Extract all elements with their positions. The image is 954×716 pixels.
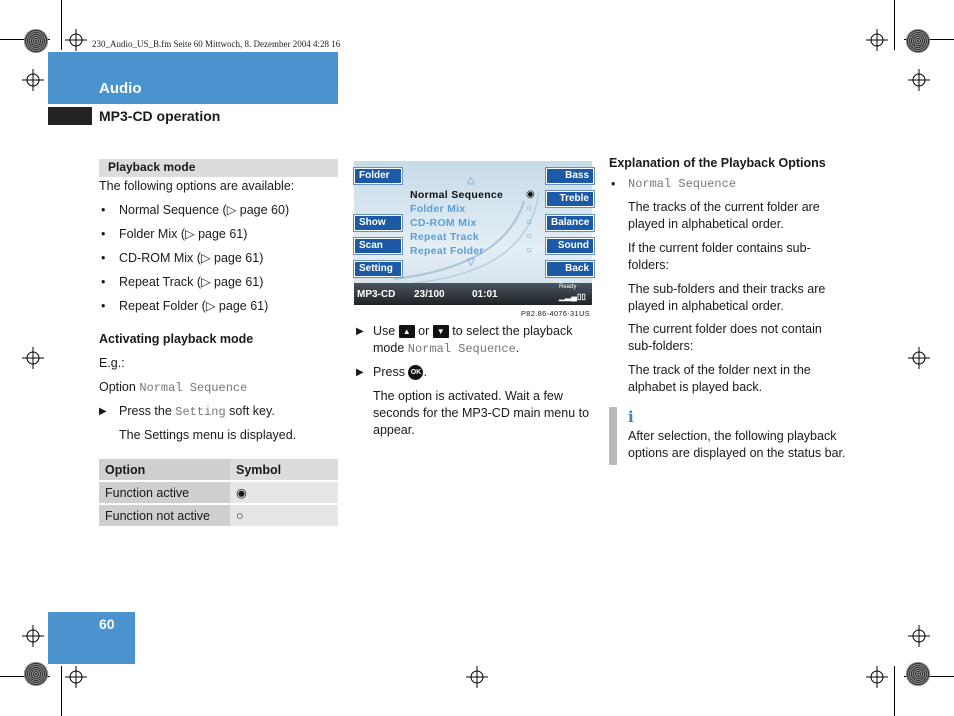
- info-icon: i: [628, 408, 634, 426]
- crop-mark: [61, 666, 62, 716]
- result-line: The option is activated. Wait a few: [373, 389, 563, 403]
- step-text: or: [414, 324, 433, 338]
- scroll-down-icon[interactable]: ▽: [467, 257, 475, 268]
- page-number: 60: [99, 616, 115, 632]
- paragraph-line: The current folder does not contain: [628, 322, 822, 336]
- status-time: 01:01: [472, 289, 498, 300]
- menu-item-cdrom-mix[interactable]: CD-ROM Mix: [410, 217, 477, 229]
- crosshair-icon: [65, 666, 87, 688]
- option-name: Normal Sequence: [628, 177, 737, 191]
- softkey-scan[interactable]: Scan: [354, 238, 402, 254]
- crosshair-icon: [466, 666, 488, 688]
- step-text: soft key.: [225, 404, 275, 418]
- list-bullet: •: [101, 275, 106, 289]
- explanation-heading: Explanation of the Playback Options: [609, 156, 826, 170]
- list-bullet: •: [101, 203, 106, 217]
- list-bullet: •: [611, 177, 616, 191]
- option-prefix: Option: [99, 380, 140, 394]
- list-bullet: •: [101, 299, 106, 313]
- option-line: [99, 379, 247, 397]
- note-bar: [609, 407, 617, 465]
- table-header: Option: [99, 459, 230, 480]
- step-result: The Settings menu is displayed.: [119, 428, 297, 442]
- step-instruction: [119, 403, 275, 421]
- subsection-marker: [48, 107, 92, 125]
- section-banner: [48, 52, 338, 104]
- softkey-balance[interactable]: Balance: [546, 215, 594, 231]
- table-row: [99, 482, 338, 503]
- radio-active-icon: ◉: [526, 189, 535, 200]
- crop-mark: [61, 0, 62, 50]
- paragraph-line: played in alphabetical order.: [628, 299, 784, 313]
- paragraph-line: The sub-folders and their tracks are: [628, 282, 826, 296]
- crosshair-icon: [866, 666, 888, 688]
- table-header: Symbol: [230, 459, 338, 480]
- list-item: Normal Sequence (▷ page 60): [119, 203, 290, 217]
- radio-inactive-icon: ○: [526, 245, 533, 256]
- crosshair-icon: [22, 347, 44, 369]
- crosshair-icon: [22, 625, 44, 647]
- softkey-bass[interactable]: Bass: [546, 168, 594, 184]
- playback-mode-heading: [99, 159, 338, 177]
- down-key-icon: ▼: [433, 325, 449, 338]
- table-cell-symbol: ◉: [230, 482, 338, 503]
- crosshair-icon: [65, 29, 87, 51]
- menu-item-repeat-folder[interactable]: Repeat Folder: [410, 245, 484, 257]
- table-cell-symbol: ○: [230, 505, 338, 526]
- device-screen: [354, 161, 592, 305]
- status-bar: [354, 283, 592, 305]
- symbol-table: [99, 457, 338, 528]
- heading-text: Playback mode: [108, 160, 196, 174]
- up-key-icon: ▲: [399, 325, 415, 338]
- radio-inactive-icon: ○: [526, 217, 533, 228]
- crosshair-icon: [908, 347, 930, 369]
- list-bullet: •: [101, 227, 106, 241]
- step-text: Use: [373, 324, 399, 338]
- option-value: Normal Sequence: [139, 381, 248, 395]
- paragraph-line: folders:: [628, 258, 669, 272]
- section-title: Audio: [99, 80, 142, 97]
- signal-icon: ▁▂▄▯▯: [559, 292, 586, 301]
- step-text: .: [515, 341, 520, 355]
- crosshair-icon: [908, 69, 930, 91]
- registration-target-icon: [24, 29, 48, 53]
- intro-text: The following options are available:: [99, 179, 295, 193]
- radio-inactive-icon: ○: [526, 231, 533, 242]
- step-mode-line: [373, 340, 519, 358]
- step-press-line: [373, 364, 427, 381]
- crosshair-icon: [908, 625, 930, 647]
- paragraph-line: alphabet is played back.: [628, 380, 763, 394]
- softkey-name: Setting: [175, 405, 226, 419]
- page-number-box: [48, 612, 135, 664]
- step-use-line: [373, 323, 572, 340]
- table-row: [99, 505, 338, 526]
- registration-target-icon: [24, 662, 48, 686]
- status-ready: Ready: [559, 284, 577, 290]
- status-track: 23/100: [414, 289, 445, 300]
- paragraph-line: sub-folders:: [628, 339, 694, 353]
- paragraph-line: The track of the folder next in the: [628, 363, 811, 377]
- example-label: E.g.:: [99, 356, 125, 370]
- table-cell: Function not active: [99, 505, 230, 526]
- crop-mark: [894, 0, 895, 50]
- registration-target-icon: [906, 662, 930, 686]
- note-line: options are displayed on the status bar.: [628, 446, 846, 460]
- activating-heading: Activating playback mode: [99, 332, 254, 346]
- step-text: Press: [373, 365, 409, 379]
- crop-mark: [894, 666, 895, 716]
- list-item: Repeat Track (▷ page 61): [119, 275, 264, 289]
- step-marker-icon: ▶: [356, 367, 364, 378]
- softkey-setting[interactable]: Setting: [354, 261, 402, 277]
- crosshair-icon: [866, 29, 888, 51]
- table-header-row: [99, 459, 338, 480]
- subsection-title: MP3-CD operation: [99, 108, 221, 124]
- step-marker-icon: ▶: [99, 406, 107, 417]
- list-item: CD-ROM Mix (▷ page 61): [119, 251, 264, 265]
- registration-target-icon: [906, 29, 930, 53]
- softkey-back[interactable]: Back: [546, 261, 594, 277]
- step-text: to select the playback: [448, 324, 573, 338]
- menu-item-normal-sequence[interactable]: Normal Sequence: [410, 189, 504, 201]
- crosshair-icon: [22, 69, 44, 91]
- scroll-up-icon[interactable]: △: [467, 175, 475, 186]
- print-header: 230_Audio_US_B.fm Seite 60 Mittwoch, 8. Dezember 2004 4:28 16: [92, 39, 341, 49]
- list-item: Repeat Folder (▷ page 61): [119, 299, 269, 313]
- softkey-sound[interactable]: Sound: [546, 238, 594, 254]
- step-text: mode: [373, 341, 408, 355]
- step-marker-icon: ▶: [356, 326, 364, 337]
- result-line: seconds for the MP3-CD main menu to: [373, 406, 590, 420]
- image-code: P82.86-4076-31US: [521, 309, 591, 318]
- step-text: Press the: [119, 404, 176, 418]
- step-text: .: [423, 365, 427, 379]
- paragraph-line: The tracks of the current folder are: [628, 200, 820, 214]
- list-item: Folder Mix (▷ page 61): [119, 227, 248, 241]
- table-cell: Function active: [99, 482, 230, 503]
- menu-item-repeat-track[interactable]: Repeat Track: [410, 231, 479, 243]
- softkey-show[interactable]: Show: [354, 215, 402, 231]
- softkey-treble[interactable]: Treble: [546, 191, 594, 207]
- status-source: MP3-CD: [357, 289, 396, 300]
- ok-button-icon: OK: [408, 365, 423, 380]
- mode-value: Normal Sequence: [407, 342, 516, 356]
- paragraph-line: If the current folder contains sub-: [628, 241, 811, 255]
- softkey-folder[interactable]: Folder: [354, 168, 402, 184]
- radio-inactive-icon: ○: [526, 203, 533, 214]
- list-bullet: •: [101, 251, 106, 265]
- result-line: appear.: [373, 423, 415, 437]
- note-line: After selection, the following playback: [628, 429, 837, 443]
- menu-item-folder-mix[interactable]: Folder Mix: [410, 203, 466, 215]
- paragraph-line: played in alphabetical order.: [628, 217, 784, 231]
